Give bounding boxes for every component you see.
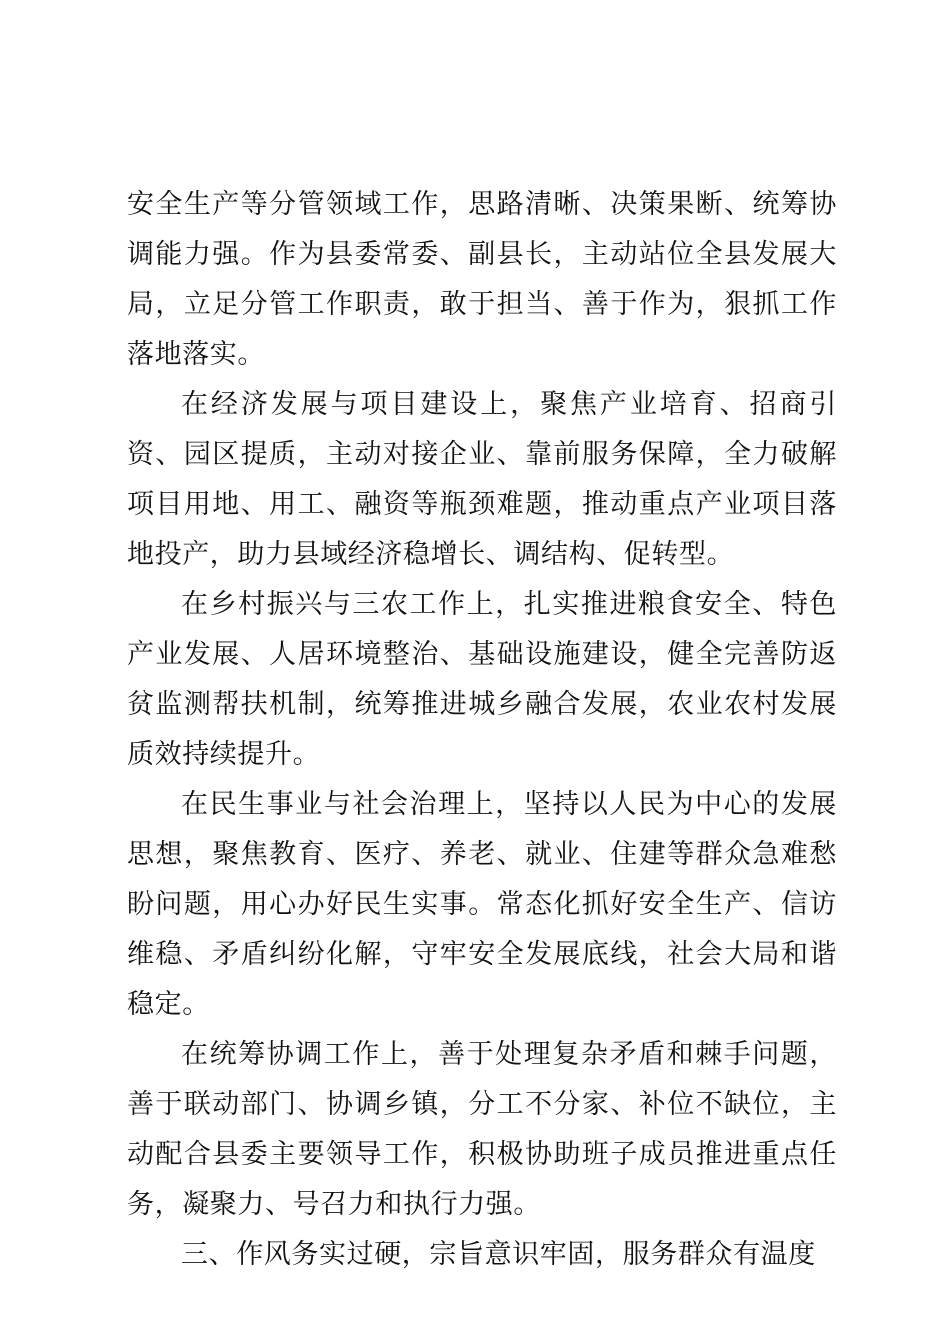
paragraph-rural-revitalization: 在乡村振兴与三农工作上，扎实推进粮食安全、特色产业发展、人居环境整治、基础设施建设，健全完善防返贫监测帮扶机制，统筹推进城乡融合发展，农业农村发展质效持续提升。 (127, 589, 837, 770)
paragraph-coordination: 在统筹协调工作上，善于处理复杂矛盾和棘手问题，善于联动部门、协调乡镇，分工不分家、补位不缺位，主动配合县委主要领导工作，积极协助班子成员推进重点任务，凝聚力、号召力和执行力强。 (127, 1039, 837, 1220)
section-heading: 三、作风务实过硬，宗旨意识牢固，服务群众有温度 (181, 1239, 816, 1270)
paragraph-livelihood-governance: 在民生事业与社会治理上，坚持以人民为中心的发展思想，聚焦教育、医疗、养老、就业、住建等群众急难愁盼问题，用心办好民生实事。常态化抓好安全生产、信访维稳、矛盾纠纷化解，守牢安全发展底线，社会大局和谐稳定。 (127, 789, 837, 1020)
paragraph-continuation: 安全生产等分管领域工作，思路清晰、决策果断、统筹协调能力强。作为县委常委、副县长，主动站位全县发展大局，立足分管工作职责，敢于担当、善于作为，狠抓工作落地落实。 (127, 189, 837, 370)
document-body (127, 180, 837, 1280)
paragraph-economic-development: 在经济发展与项目建设上，聚焦产业培育、招商引资、园区提质，主动对接企业、靠前服务保障，全力破解项目用地、用工、融资等瓶颈难题，推动重点产业项目落地投产，助力县域经济稳增长、调结构、促转型。 (127, 389, 837, 570)
